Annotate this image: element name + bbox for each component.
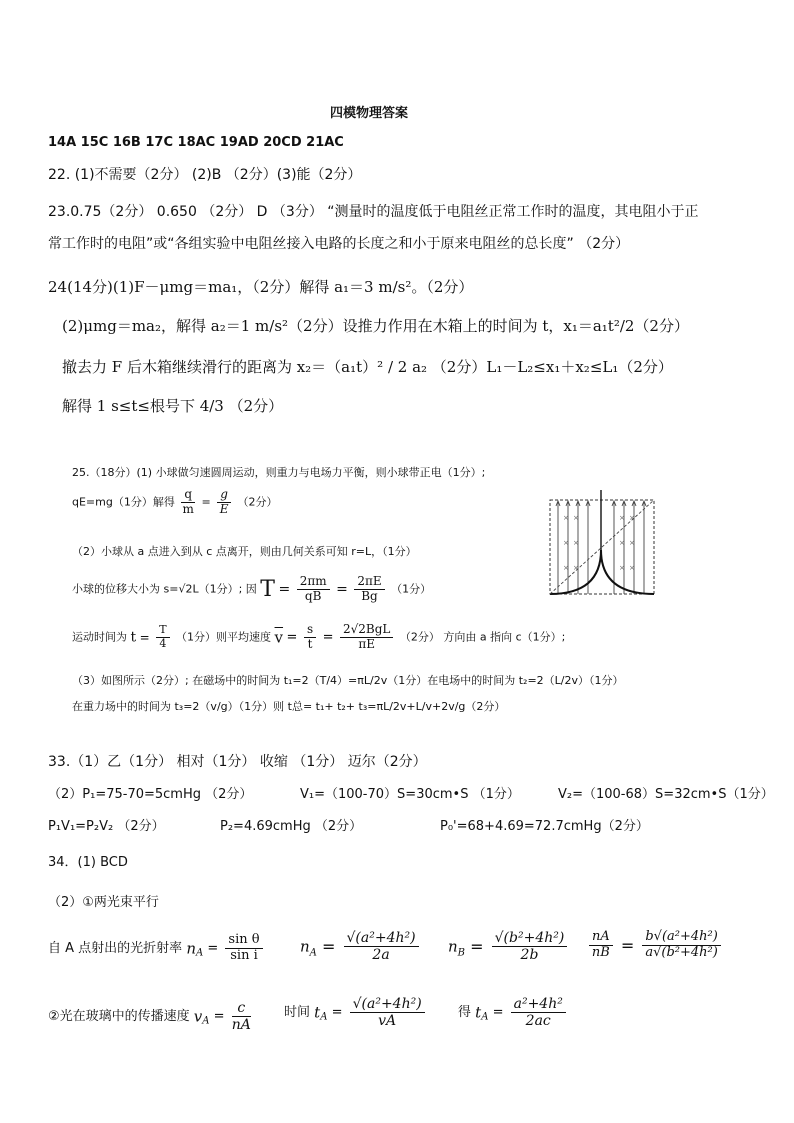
q34-tA-num: √(a²+4h²) bbox=[350, 996, 425, 1013]
q34-nA-frac bbox=[344, 930, 419, 963]
svg-text:×: × bbox=[629, 564, 635, 572]
q33-line-1: 33.（1）乙（1分） 相对（1分） 收缩 （1分） 迈尔（2分） bbox=[48, 754, 427, 770]
q34-line-1: 34．(1) BCD bbox=[48, 855, 128, 870]
svg-text:×: × bbox=[619, 564, 625, 572]
q25-line-2-post: （2分） bbox=[237, 495, 278, 509]
q24-line-3: 撤去力 F 后木箱继续滑行的距离为 x₂＝（a₁t）² / 2 a₂ （2分）L₁－L₂≤x₁＋x₂≤L₁（2分） bbox=[62, 358, 673, 376]
q25-frac-e: E bbox=[219, 501, 229, 516]
q34-ratio-nB: nB bbox=[591, 944, 610, 960]
q34-tA2-frac bbox=[511, 996, 566, 1029]
q34-nA-num: √(a²+4h²) bbox=[344, 930, 419, 947]
q25-vbar: $\overline{v}$ bbox=[274, 628, 284, 647]
q34-vA-num: c bbox=[232, 1000, 251, 1017]
q34-line-4-pre: ②光在玻璃中的传播速度 bbox=[48, 1009, 190, 1025]
q34-ratio-num: b√(a²+4h²) bbox=[642, 930, 720, 946]
q25-line-5: 运动时间为 t = $\frac{T}{4}$ （1分）则平均速度 $\overline{v}$ = $\frac{s}{t}$ = 2√2BgL πE （2分） 方向由 a 指向 c（1分）; bbox=[72, 622, 566, 651]
q34-tA-sub: A bbox=[320, 1011, 328, 1023]
q25-line-2-pre: qE=mg（1分）解得 bbox=[72, 495, 175, 509]
q34-nA-def-lhs: n bbox=[186, 939, 196, 958]
q25-frac-s-t bbox=[304, 623, 316, 652]
q25-frac-g: g bbox=[217, 488, 231, 503]
q25-frac-q-m bbox=[181, 488, 195, 517]
q25-frac-bg: Bg bbox=[361, 588, 378, 603]
q34-tA-frac bbox=[350, 996, 425, 1029]
q34-tA-lhs: t bbox=[314, 1003, 321, 1022]
q34-tA: 时间 $t_A$ = $\frac{\text{√(a²+4h²)}}{vA}$ bbox=[284, 996, 428, 1029]
q34-nB-sub: B bbox=[457, 947, 466, 959]
q25-frac-qb: qB bbox=[304, 588, 322, 603]
q34-nB: $n_B$ = $\frac{\text{√(b²+4h²)}}{2b}$ bbox=[448, 930, 570, 963]
q25-line-5-mid: （1分）则平均速度 bbox=[176, 630, 272, 644]
q34-ratio-rhs bbox=[642, 930, 720, 961]
svg-text:×: × bbox=[573, 514, 579, 522]
q25-frac-2pie-bg bbox=[354, 575, 384, 604]
q34-frac-sin-den: sin i bbox=[230, 947, 258, 963]
svg-text:×: × bbox=[629, 539, 635, 547]
svg-text:×: × bbox=[619, 539, 625, 547]
mc-answers: 14A 15C 16B 17C 18AC 19AD 20CD 21AC bbox=[48, 135, 344, 150]
q25-line-4-post: （1分） bbox=[391, 582, 432, 596]
q25-frac-t4 bbox=[156, 624, 169, 650]
q33-line-2a: （2）P₁=75-70=5cmHg （2分） bbox=[48, 787, 253, 802]
q23-line-1: 23.0.75（2分） 0.650 （2分） D （3分） “测量时的温度低于电阻丝正常工作时的温度，其电阻小于正 bbox=[48, 204, 699, 220]
svg-text:×: × bbox=[563, 564, 569, 572]
q25-line-1: 25.（18分）(1) 小球做匀速圆周运动，则重力与电场力平衡，则小球带正电（1分）; bbox=[72, 466, 486, 479]
q34-vA-frac bbox=[232, 1000, 251, 1033]
q34-frac-sin bbox=[225, 933, 262, 964]
q34-ratio: $\frac{nA}{nB}$ = $\frac{\text{b√(a²+4h²)}}{\text{a√(b²+4h²)}}$ bbox=[586, 930, 724, 961]
q25-line-4-pre: 小球的位移大小为 s=√2L（1分）; 因 bbox=[72, 582, 257, 596]
q34-nA-lhs: n bbox=[300, 937, 310, 956]
svg-text:×: × bbox=[573, 564, 579, 572]
q34-nB-num: √(b²+4h²) bbox=[492, 930, 568, 947]
q25-line-5-pre: 运动时间为 bbox=[72, 630, 127, 644]
svg-text:×: × bbox=[563, 514, 569, 522]
q25-line-4: 小球的位移大小为 s=√2L（1分）; 因 T = $\frac{2\pi m}{qB}$ = $\frac{2\pi E}{Bg}$ （1分） bbox=[72, 574, 432, 603]
q25-frac-s: s bbox=[304, 623, 316, 638]
q33-line-3a: P₁V₁=P₂V₂ （2分） bbox=[48, 819, 165, 834]
q33-line-3c: P₀'=68+4.69=72.7cmHg（2分） bbox=[440, 819, 649, 834]
q25-frac-pie: πE bbox=[358, 636, 376, 651]
q33-line-2b: V₁=（100-70）S=30cm•S （1分） bbox=[300, 787, 520, 802]
q25-frac-2pim-qb bbox=[297, 575, 330, 604]
svg-text:×: × bbox=[619, 514, 625, 522]
q34-tA-result: 得 $t_A$ = $\frac{\text{a²+4h²}}{2ac}$ bbox=[458, 996, 569, 1029]
q34-ratio-den: a√(b²+4h²) bbox=[645, 944, 718, 960]
q34-line-4: ②光在玻璃中的传播速度 $v_A$ = $\frac{c}{nA}$ bbox=[48, 1000, 251, 1034]
q33-line-3b: P₂=4.69cmHg （2分） bbox=[220, 819, 363, 834]
q25-line-3: （2）小球从 a 点进入到从 c 点离开，则由几何关系可知 r=L，（1分） bbox=[72, 545, 417, 558]
q34-nA-sub: A bbox=[309, 947, 317, 959]
q25-frac-m: m bbox=[182, 501, 194, 516]
q34-tA2-lhs: t bbox=[475, 1003, 482, 1022]
q25-line-7: 在重力场中的时间为 t₃=2（v/g）（1分）则 t总= t₁+ t₂+ t₃=πL/2v+L/v+2v/g（2分） bbox=[72, 700, 506, 713]
q34-vA-sub: A bbox=[202, 1015, 210, 1027]
q34-ratio-nA: nA bbox=[589, 930, 613, 946]
svg-text:×: × bbox=[573, 539, 579, 547]
q34-nA: $n_A$ = $\frac{\text{√(a²+4h²)}}{2a}$ bbox=[300, 930, 422, 963]
q34-tA2-sub: A bbox=[481, 1011, 489, 1023]
q34-tA-den: vA bbox=[378, 1013, 397, 1030]
q25-line-5-post: （2分） 方向由 a 指向 c（1分）; bbox=[399, 630, 566, 644]
q25-line-6: （3）如图所示（2分）; 在磁场中的时间为 t₁=2（T/4）=πL/2v（1分）在电场中的时间为 t₂=2（L/2v）（1分） bbox=[72, 674, 624, 687]
svg-text:×: × bbox=[629, 514, 635, 522]
q24-line-1: 24(14分)(1)F－μmg＝ma₁，（2分）解得 a₁＝3 m/s²。（2分） bbox=[48, 278, 474, 296]
q25-frac-4: 4 bbox=[159, 636, 167, 650]
q34-result-label: 得 bbox=[458, 1005, 472, 1021]
q25-line-2 bbox=[72, 488, 277, 517]
q25-frac-eq: = bbox=[201, 495, 211, 509]
q25-frac-T: T bbox=[156, 624, 169, 638]
q25-t: t bbox=[130, 629, 137, 646]
q34-ratio-lhs bbox=[589, 930, 613, 961]
q24-line-4: 解得 1 s≤t≤根号下 4/3 （2分） bbox=[62, 397, 284, 415]
q34-nB-den: 2b bbox=[520, 947, 539, 964]
q34-frac-sin-num: sin θ bbox=[225, 933, 262, 949]
q33-line-2c: V₂=（100-68）S=32cm•S（1分） bbox=[558, 787, 774, 802]
q25-frac-2pie: 2πE bbox=[354, 575, 384, 590]
q34-nA-den: 2a bbox=[372, 947, 390, 964]
q34-vA-den: nA bbox=[231, 1017, 251, 1034]
q25-trajectory-figure bbox=[548, 490, 658, 598]
q25-frac-v bbox=[340, 623, 393, 652]
trajectory-right-arc bbox=[601, 550, 654, 594]
q25-frac-q: q bbox=[181, 488, 195, 503]
q34-nB-frac bbox=[492, 930, 568, 963]
q34-tA2-den: 2ac bbox=[525, 1013, 551, 1030]
q25-T: T bbox=[260, 576, 275, 602]
page-title: 四模物理答案 bbox=[330, 106, 409, 121]
q34-vA-lhs: v bbox=[193, 1007, 203, 1026]
q34-line-3: 自 A 点射出的光折射率 $n_A$ = $\frac{\text{sin θ}}{\text{sin i}}$ bbox=[48, 933, 266, 964]
q34-tA2-num: a²+4h² bbox=[511, 996, 566, 1013]
q34-nB-lhs: n bbox=[448, 937, 458, 956]
svg-text:×: × bbox=[563, 539, 569, 547]
q23-line-2: 常工作时的电阻”或“各组实验中电阻丝接入电路的长度之和小于原来电阻丝的总长度” （2分） bbox=[48, 236, 630, 252]
q34-line-3-pre: 自 A 点射出的光折射率 bbox=[48, 940, 183, 956]
q25-frac-g-e bbox=[217, 488, 231, 517]
q25-frac-2sqrt2bgl: 2√2BgL bbox=[340, 623, 393, 638]
q25-frac-t: t bbox=[307, 636, 313, 651]
q34-nA-def-sub: A bbox=[195, 947, 204, 959]
q34-line-2: （2）①两光束平行 bbox=[48, 895, 159, 910]
q34-time-label: 时间 bbox=[284, 1005, 311, 1021]
q24-line-2: (2)μmg＝ma₂，解得 a₂＝1 m/s²（2分）设推力作用在木箱上的时间为 t，x₁＝a₁t²/2（2分） bbox=[62, 317, 689, 335]
q25-frac-2pim: 2πm bbox=[297, 575, 330, 590]
q22-line: 22. (1)不需要（2分） (2)B （2分）(3)能（2分） bbox=[48, 167, 362, 183]
